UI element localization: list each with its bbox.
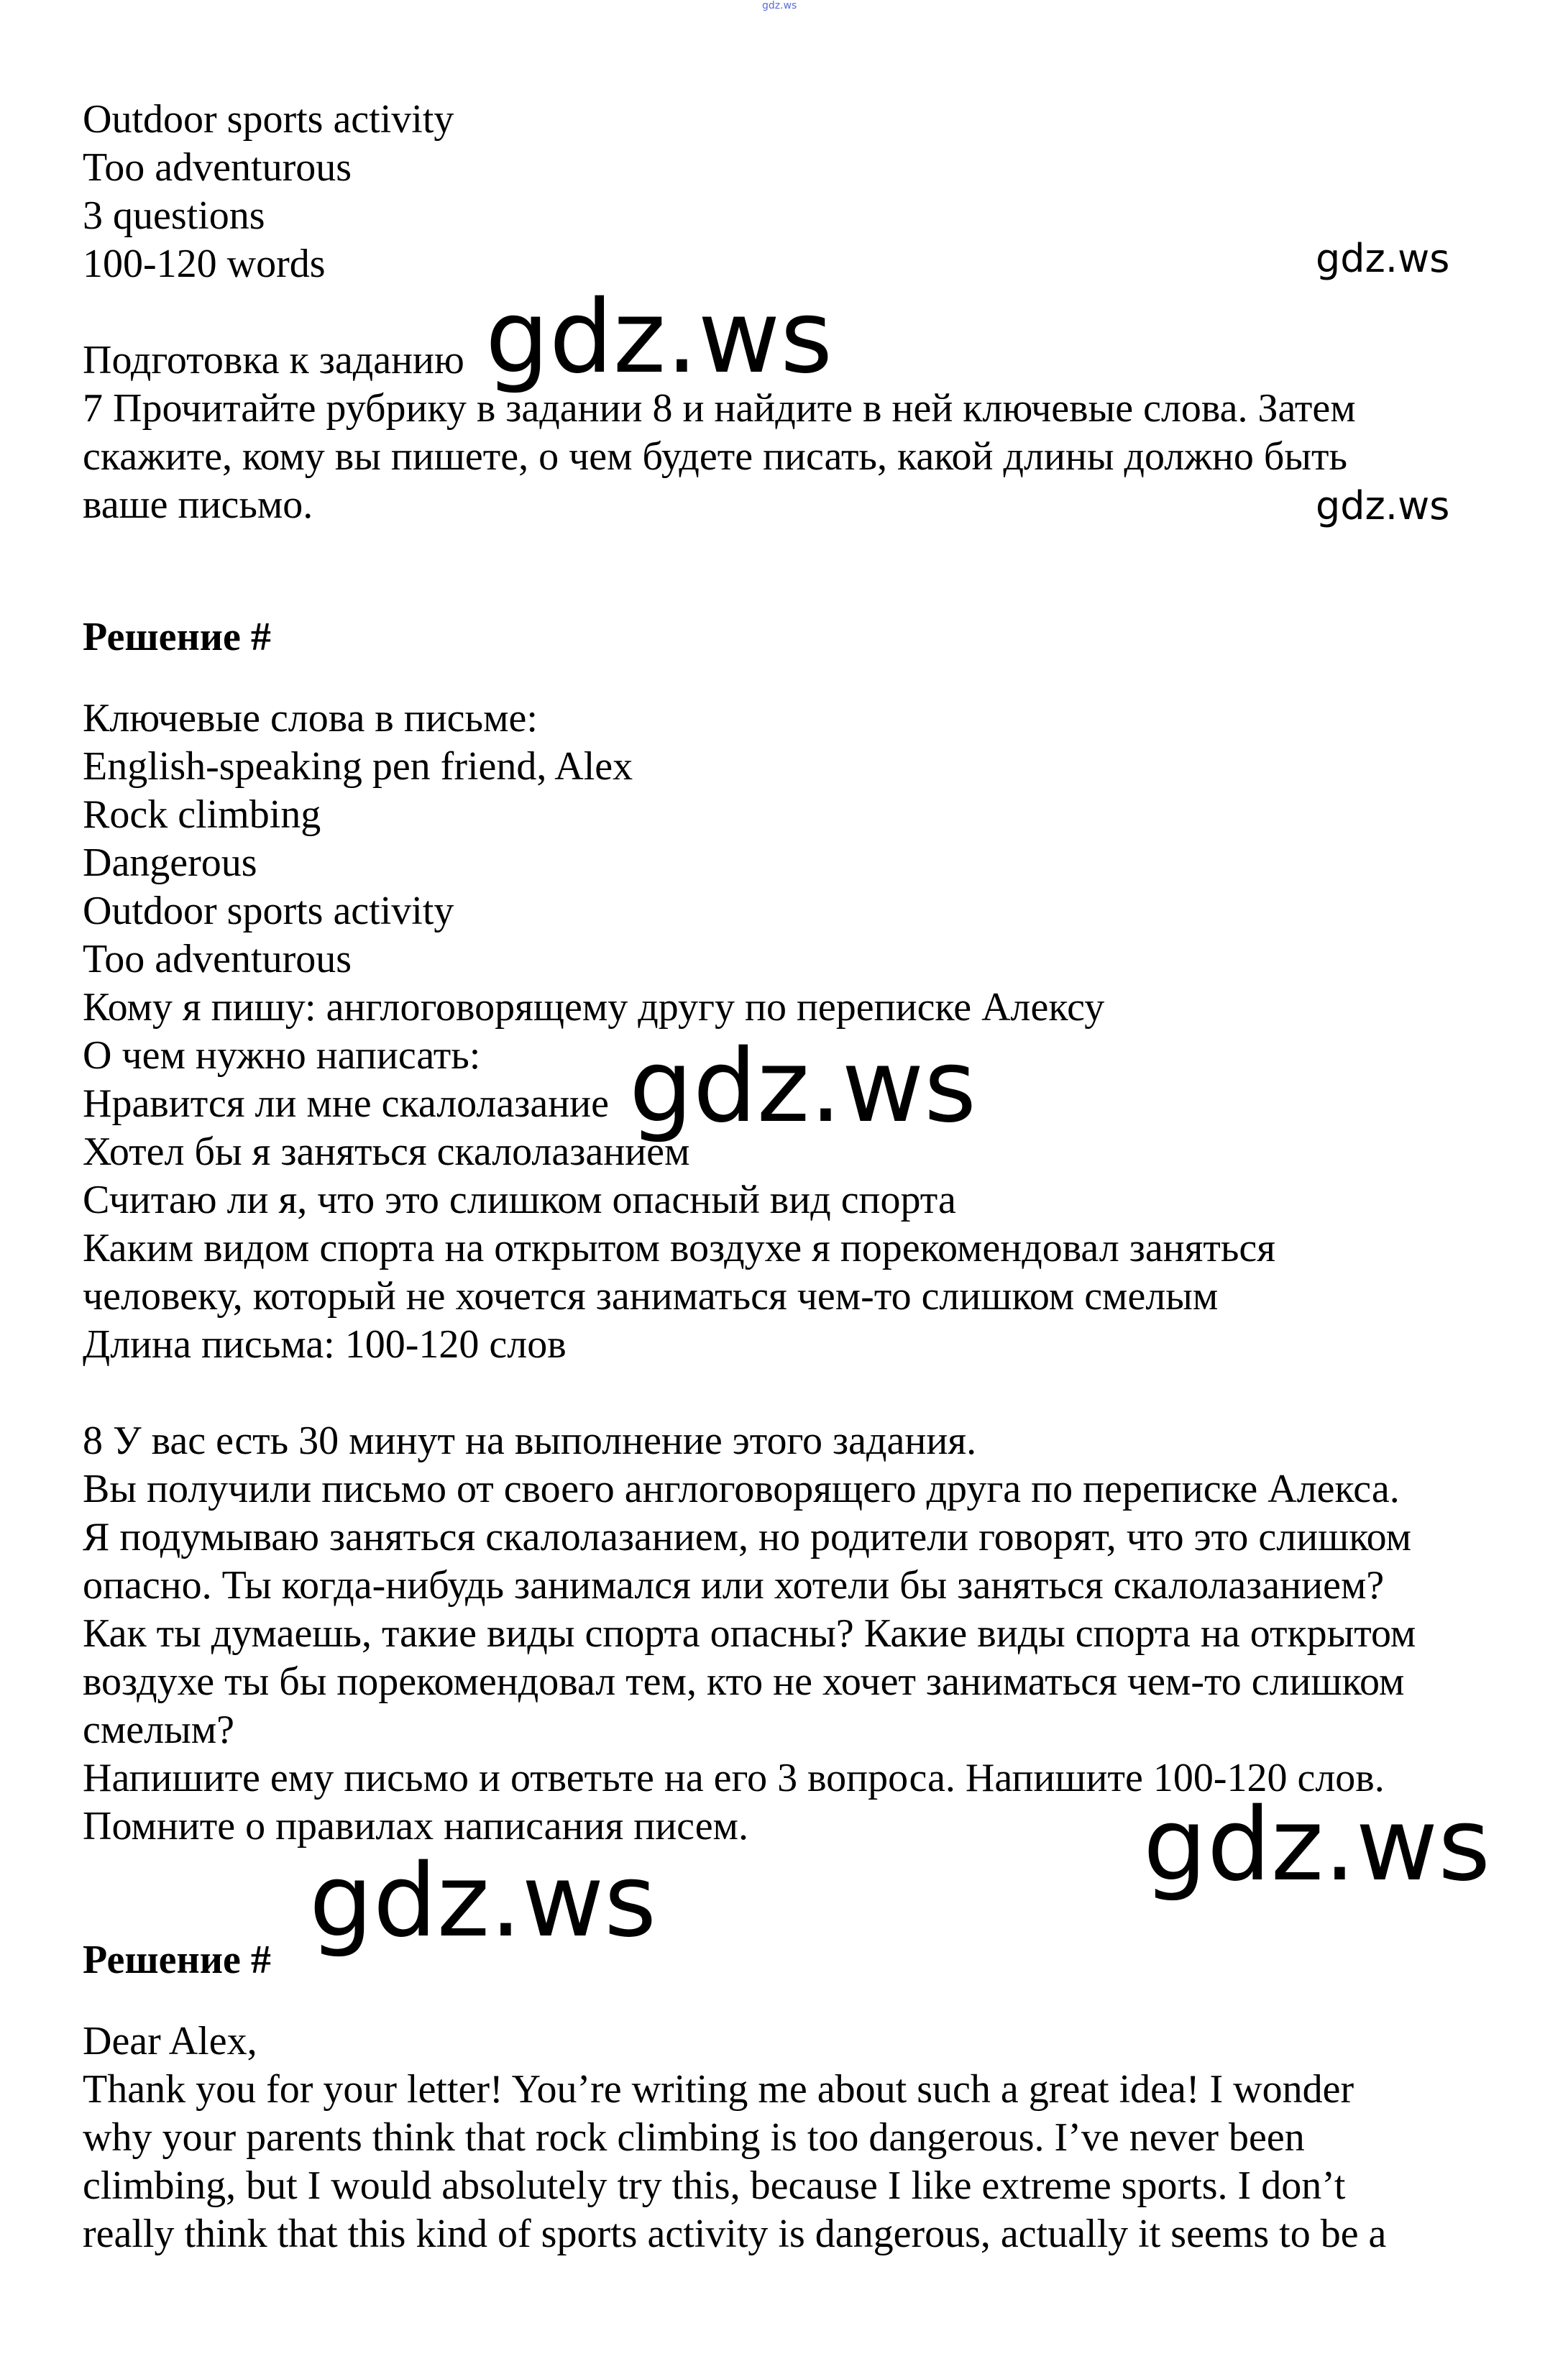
text-line: Dear Alex, (83, 2019, 257, 2063)
text-line: Напишите ему письмо и ответьте на его 3 вопроса. Напишите 100-120 слов. (83, 1756, 1385, 1800)
text-line: climbing, but I would absolutely try this, because I like extreme sports. I don’t (83, 2163, 1346, 2208)
solution-heading: Решение # (83, 1938, 271, 1982)
text-line: Считаю ли я, что это слишком опасный вид спорта (83, 1178, 956, 1222)
text-line: Ключевые слова в письме: (83, 696, 538, 741)
text-line: Длина письма: 100-120 слов (83, 1322, 567, 1367)
text-line: Вы получили письмо от своего англоговорящего друга по переписке Алекса. (83, 1467, 1400, 1511)
text-line: Помните о правилах написания писем. (83, 1804, 748, 1848)
text-line: воздухе ты бы порекомендовал тем, кто не хочет заниматься чем-то слишком (83, 1659, 1405, 1704)
text-line: 3 questions (83, 193, 265, 238)
solution-heading: Решение # (83, 615, 271, 659)
text-line: опасно. Ты когда-нибудь занимался или хотели бы заняться скалолазанием? (83, 1563, 1385, 1608)
text-line: О чем нужно написать: (83, 1033, 481, 1078)
text-line: Каким видом спорта на открытом воздухе я порекомендовал заняться (83, 1226, 1276, 1270)
text-line: Outdoor sports activity (83, 889, 454, 933)
top-watermark: gdz.ws (762, 0, 797, 12)
text-line: Кому я пишу: англоговорящему другу по переписке Алексу (83, 985, 1105, 1030)
text-line: 7 Прочитайте рубрику в задании 8 и найдите в ней ключевые слова. Затем (83, 386, 1356, 431)
text-line: Я подумываю заняться скалолазанием, но родители говорят, что это слишком (83, 1515, 1412, 1559)
text-line: смелым? (83, 1708, 235, 1752)
text-line: Outdoor sports activity (83, 97, 454, 142)
text-line: why your parents think that rock climbing is too dangerous. I’ve never been (83, 2115, 1305, 2160)
watermark: gdz.ws (629, 1028, 977, 1145)
text-line: Rock climbing (83, 792, 321, 837)
text-line: Нравится ли мне скалолазание (83, 1081, 609, 1126)
watermark: gdz.ws (1316, 236, 1450, 281)
text-line: ваше письмо. (83, 482, 313, 527)
text-line: Как ты думаешь, такие виды спорта опасны? Какие виды спорта на открытом (83, 1611, 1416, 1656)
task7-heading: Подготовка к заданию (83, 338, 464, 382)
watermark: gdz.ws (309, 1843, 657, 1960)
text-line: 100-120 words (83, 242, 326, 286)
watermark: gdz.ws (1143, 1787, 1491, 1904)
watermark: gdz.ws (1316, 483, 1450, 528)
text-line: Thank you for your letter! You’re writing me about such a great idea! I wonder (83, 2067, 1354, 2112)
text-line: Хотел бы я заняться скалолазанием (83, 1130, 690, 1174)
text-line: скажите, кому вы пишете, о чем будете писать, какой длины должно быть (83, 434, 1347, 479)
text-line: Too adventurous (83, 937, 352, 981)
text-line: Dangerous (83, 840, 257, 885)
text-line: really think that this kind of sports activity is dangerous, actually it seems to be a (83, 2212, 1387, 2256)
text-line: 8 У вас есть 30 минут на выполнение этого задания. (83, 1419, 977, 1463)
text-line: человеку, который не хочется заниматься чем-то слишком смелым (83, 1274, 1219, 1319)
text-line: Too adventurous (83, 145, 352, 190)
text-line: English-speaking pen friend, Alex (83, 744, 633, 789)
watermark: gdz.ws (485, 279, 833, 396)
